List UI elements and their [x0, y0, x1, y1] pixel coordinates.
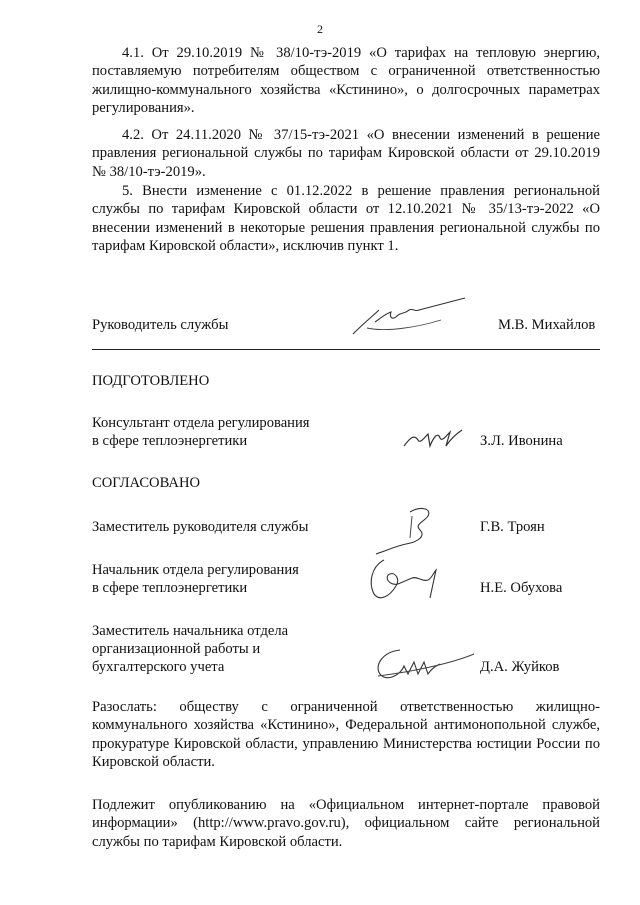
agreed-signer-3-name: Д.А. Жуйков	[480, 659, 560, 675]
agreed-signer-2-name: Н.Е. Обухова	[480, 580, 563, 596]
page-number: 2	[317, 22, 323, 36]
item-4-2: 4.2. От 24.11.2020 № 37/15-тэ-2021 «О внесении изменений в решение правления региональной службы по тарифам Кировской области от 29.10.2019 № 38/10-тэ-2019».	[92, 127, 600, 180]
agreed-heading: СОГЛАСОВАНО	[92, 475, 201, 491]
prepared-position-line-2: в сфере теплоэнергетики	[92, 433, 248, 449]
separator-line	[92, 349, 600, 350]
prepared-position-line-1: Консультант отдела регулирования	[92, 415, 310, 431]
agreed-signer-2-position-line-2: в сфере теплоэнергетики	[92, 580, 248, 596]
head-position: Руководитель службы	[92, 317, 229, 333]
item-5: 5. Внести изменение с 01.12.2022 в решение правления региональной службы по тарифам Кировской области от 12.10.2021 № 35/13-тэ-2022 «О внесении изменений в некоторые решения правления региональной службы по тарифам Кировской области», исключив пункт 1.	[92, 183, 600, 254]
agreed-signer-3-signature-image	[370, 640, 480, 686]
agreed-signer-2-signature-image	[362, 552, 462, 604]
agreed-signer-1-name: Г.В. Троян	[480, 519, 545, 535]
agreed-signer-3-position-line-2: организационной работы и	[92, 641, 261, 657]
prepared-name: З.Л. Ивонина	[480, 433, 563, 449]
item-4-1: 4.1. От 29.10.2019 № 38/10-тэ-2019 «О тарифах на тепловую энергию, поставляемую потребителям обществом с ограниченной ответственностью жилищно-коммунального хозяйства «Кстинино», о долгосрочных параметрах регулирования».	[92, 45, 600, 116]
prepared-heading: ПОДГОТОВЛЕНО	[92, 373, 210, 389]
agreed-signer-3-position-line-1: Заместитель начальника отдела	[92, 623, 289, 639]
head-name: М.В. Михайлов	[498, 317, 596, 333]
head-signature-image	[345, 292, 475, 344]
agreed-signer-1-position: Заместитель руководителя службы	[92, 519, 309, 535]
agreed-signer-1-signature-image	[370, 502, 450, 558]
agreed-signer-2-position-line-1: Начальник отдела регулирования	[92, 562, 299, 578]
publication-note: Подлежит опубликованию на «Официальном интернет-портале правовой информации» (http://www.pravo.gov.ru), официальном сайте региональной службы по тарифам Кировской области.	[92, 797, 600, 850]
agreed-signer-3-position-line-3: бухгалтерского учета	[92, 659, 225, 675]
prepared-signature-image	[400, 424, 472, 454]
distribution-list: Разослать: обществу с ограниченной ответственностью жилищно-коммунального хозяйства «Кстинино», Федеральной антимонопольной службе, прокуратуре Кировской области, управлению Министерства юстиции России по Кировской области.	[92, 699, 600, 770]
